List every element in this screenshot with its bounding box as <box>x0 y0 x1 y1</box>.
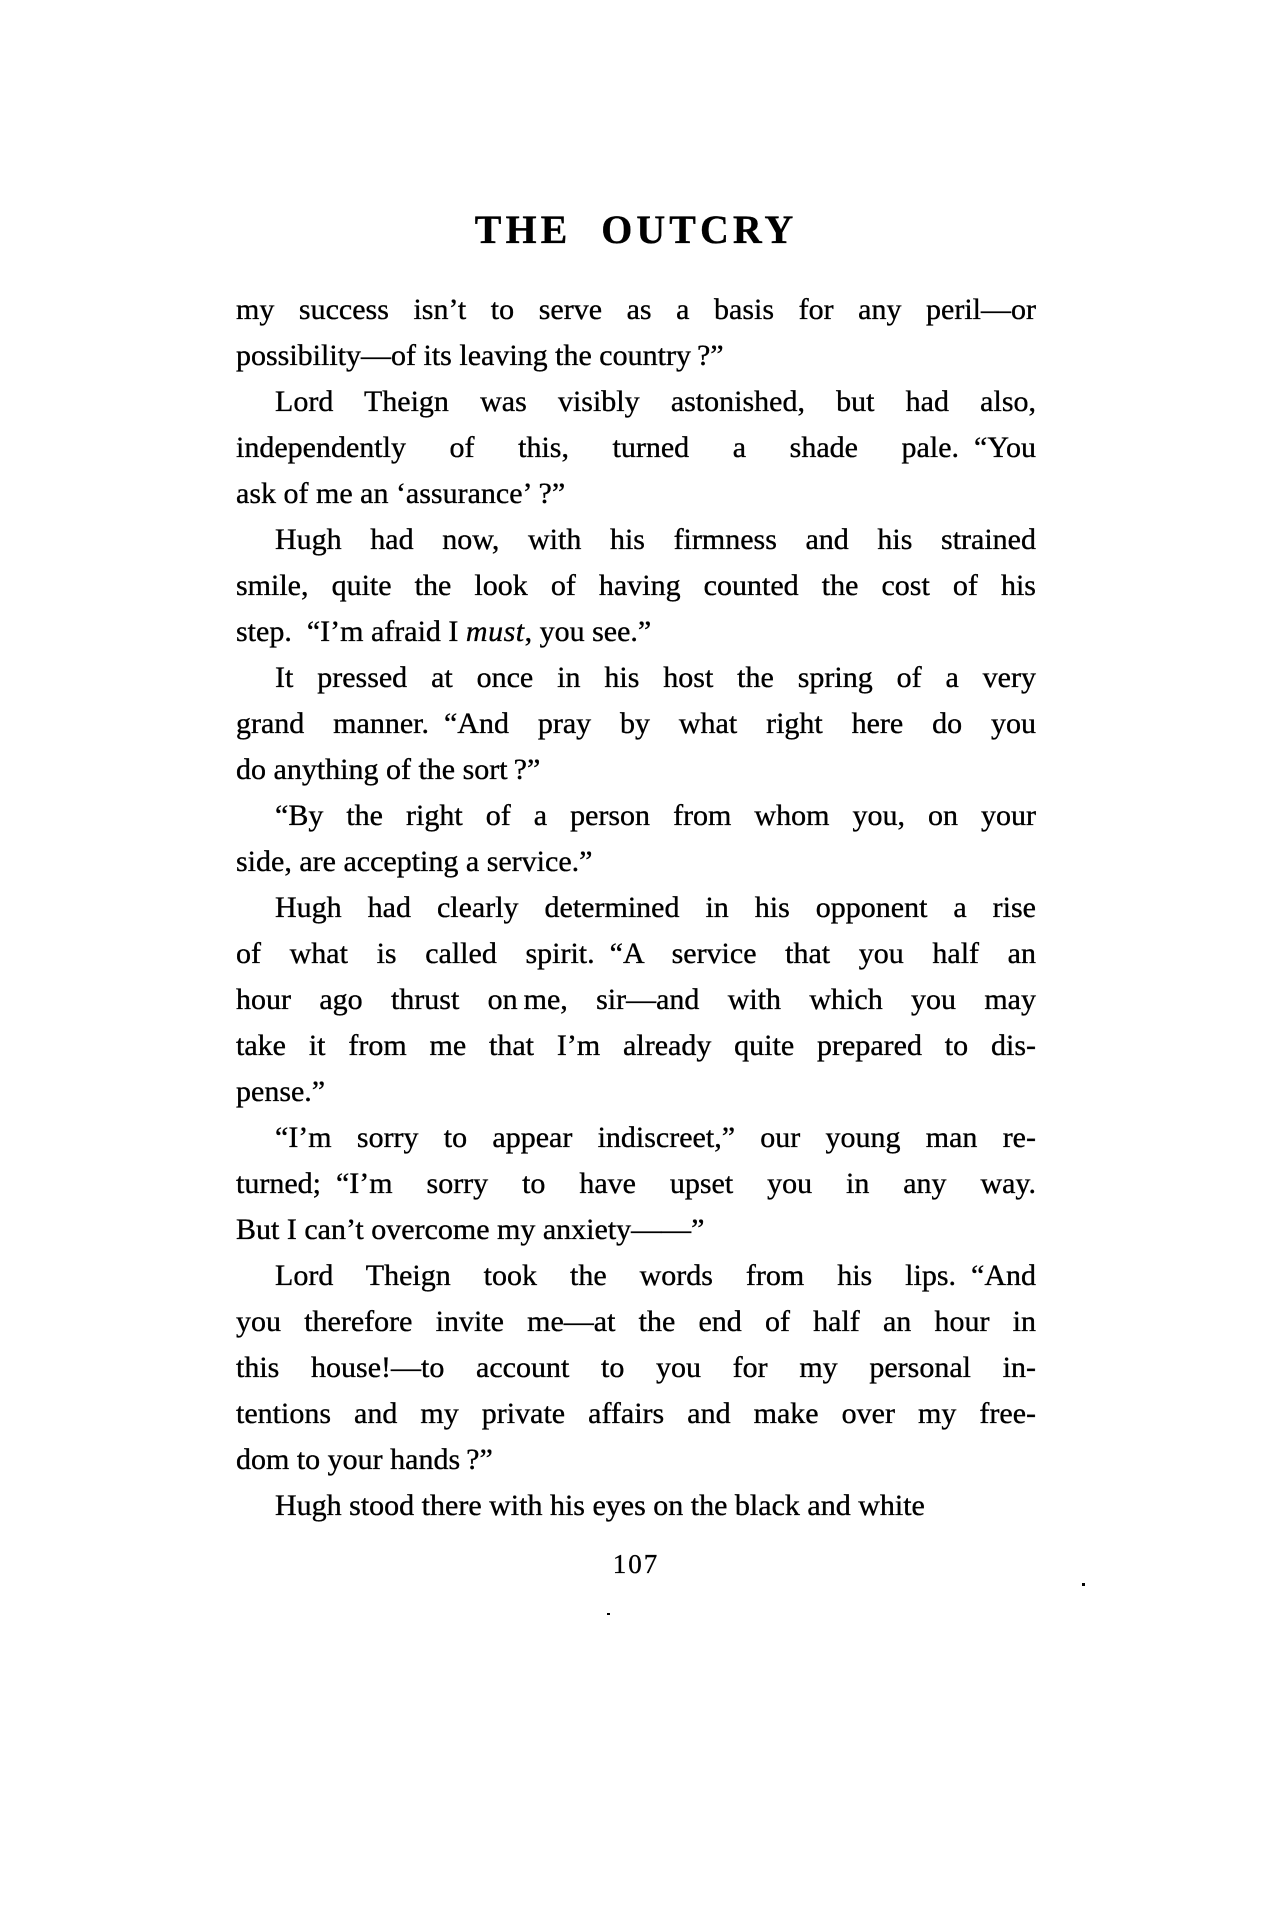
page-title: THE OUTCRY <box>474 207 798 252</box>
text-line: you therefore invite me—at the end of half an hour in <box>236 1305 1036 1338</box>
text-line: step. “I’m afraid I must, you see.” <box>236 615 652 648</box>
text-line: hour ago thrust on me, sir—and with which you may <box>236 983 1036 1016</box>
text-line: It pressed at once in his host the spring of a very <box>275 661 1036 694</box>
text-line: pense.” <box>236 1075 326 1108</box>
text-line: independently of this, turned a shade pale. “You <box>236 431 1036 464</box>
text-line: grand manner. “And pray by what right here do you <box>236 707 1036 740</box>
text-line: turned; “I’m sorry to have upset you in any way. <box>236 1167 1036 1200</box>
text-line: Hugh had clearly determined in his opponent a rise <box>275 891 1036 924</box>
text-line: “By the right of a person from whom you, on your <box>275 799 1036 832</box>
scan-speck <box>1082 1583 1085 1586</box>
text-line: Hugh stood there with his eyes on the black and white <box>275 1489 925 1522</box>
text-line: of what is called spirit. “A service that you half an <box>236 937 1036 970</box>
text-line: take it from me that I’m already quite prepared to dis- <box>236 1029 1036 1062</box>
text-line: “I’m sorry to appear indiscreet,” our young man re- <box>275 1121 1036 1154</box>
text-line: But I can’t overcome my anxiety——” <box>236 1213 705 1246</box>
text-line: smile, quite the look of having counted the cost of his <box>236 569 1036 602</box>
text-line: tentions and my private affairs and make over my free- <box>236 1397 1036 1430</box>
text-line: dom to your hands ?” <box>236 1443 493 1476</box>
text-line: this house!—to account to you for my personal in- <box>236 1351 1036 1384</box>
text-line: do anything of the sort ?” <box>236 753 541 786</box>
scan-speck <box>607 1613 610 1615</box>
text-line: Lord Theign took the words from his lips. “And <box>275 1259 1036 1292</box>
text-line: side, are accepting a service.” <box>236 845 593 878</box>
text-line: possibility—of its leaving the country ?” <box>236 339 724 372</box>
text-line: ask of me an ‘assurance’ ?” <box>236 477 566 510</box>
text-line: Hugh had now, with his firmness and his strained <box>275 523 1036 556</box>
page-number: 107 <box>612 1549 660 1579</box>
text-line: my success isn’t to serve as a basis for any peril—or <box>236 293 1036 326</box>
text-line: Lord Theign was visibly astonished, but had also, <box>275 385 1036 418</box>
body-text <box>236 287 1036 1529</box>
